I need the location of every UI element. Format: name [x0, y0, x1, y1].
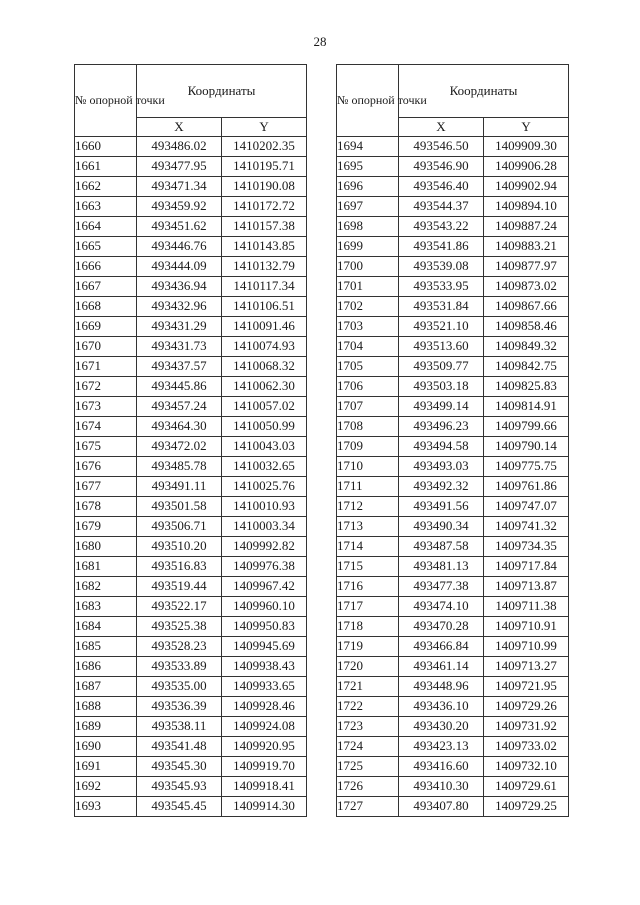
point-number-cell: 1678: [75, 497, 137, 517]
table-row: [337, 397, 569, 417]
table-body-right: [337, 137, 569, 817]
y-coordinate-cell: 1410202.35: [222, 137, 307, 157]
point-number-cell: 1717: [337, 597, 399, 617]
point-number-cell: 1669: [75, 317, 137, 337]
y-coordinate-cell: 1409729.61: [484, 777, 569, 797]
coordinates-header: Координаты: [137, 65, 307, 118]
point-number-cell: 1676: [75, 457, 137, 477]
table-row: [75, 697, 307, 717]
x-coordinate-cell: 493509.77: [399, 357, 484, 377]
y-coordinate-cell: 1410032.65: [222, 457, 307, 477]
y-coordinate-cell: 1409920.95: [222, 737, 307, 757]
point-number-cell: 1716: [337, 577, 399, 597]
table-row: [337, 437, 569, 457]
y-coordinate-cell: 1409729.25: [484, 797, 569, 817]
point-number-cell: 1707: [337, 397, 399, 417]
point-number-cell: 1705: [337, 357, 399, 377]
table-row: [337, 697, 569, 717]
x-coordinate-cell: 493436.10: [399, 697, 484, 717]
table-row: [75, 257, 307, 277]
y-coordinate-cell: 1409858.46: [484, 317, 569, 337]
x-coordinate-cell: 493546.50: [399, 137, 484, 157]
x-coordinate-cell: 493474.10: [399, 597, 484, 617]
y-coordinate-cell: 1409741.32: [484, 517, 569, 537]
table-row: [337, 677, 569, 697]
table-row: [75, 337, 307, 357]
point-number-cell: 1679: [75, 517, 137, 537]
point-number-cell: 1720: [337, 657, 399, 677]
table-row: [337, 477, 569, 497]
point-number-cell: 1695: [337, 157, 399, 177]
x-coordinate-cell: 493477.95: [137, 157, 222, 177]
table-row: [337, 777, 569, 797]
x-coordinate-cell: 493535.00: [137, 677, 222, 697]
y-coordinate-cell: 1409713.87: [484, 577, 569, 597]
x-coordinate-cell: 493506.71: [137, 517, 222, 537]
y-coordinate-cell: 1409775.75: [484, 457, 569, 477]
table-row: [75, 677, 307, 697]
y-coordinate-cell: 1409842.75: [484, 357, 569, 377]
x-column-header: X: [399, 118, 484, 137]
x-coordinate-cell: 493536.39: [137, 697, 222, 717]
point-number-cell: 1675: [75, 437, 137, 457]
table-row: [337, 317, 569, 337]
point-number-cell: 1668: [75, 297, 137, 317]
point-number-cell: 1689: [75, 717, 137, 737]
point-number-cell: 1725: [337, 757, 399, 777]
x-coordinate-cell: 493470.28: [399, 617, 484, 637]
y-coordinate-cell: 1410132.79: [222, 257, 307, 277]
y-coordinate-cell: 1409909.30: [484, 137, 569, 157]
point-number-cell: 1663: [75, 197, 137, 217]
table-row: [75, 517, 307, 537]
x-coordinate-cell: 493496.23: [399, 417, 484, 437]
y-coordinate-cell: 1410117.34: [222, 277, 307, 297]
y-coordinate-cell: 1409849.32: [484, 337, 569, 357]
table-row: [75, 657, 307, 677]
y-coordinate-cell: 1409721.95: [484, 677, 569, 697]
table-row: [75, 597, 307, 617]
x-coordinate-cell: 493491.56: [399, 497, 484, 517]
x-coordinate-cell: 493525.38: [137, 617, 222, 637]
y-column-header: Y: [484, 118, 569, 137]
table-row: [337, 757, 569, 777]
point-number-cell: 1673: [75, 397, 137, 417]
coordinates-header: Координаты: [399, 65, 569, 118]
x-coordinate-cell: 493471.34: [137, 177, 222, 197]
y-coordinate-cell: 1410074.93: [222, 337, 307, 357]
x-coordinate-cell: 493485.78: [137, 457, 222, 477]
x-coordinate-cell: 493464.30: [137, 417, 222, 437]
x-coordinate-cell: 493528.23: [137, 637, 222, 657]
y-coordinate-cell: 1410106.51: [222, 297, 307, 317]
y-coordinate-cell: 1409710.91: [484, 617, 569, 637]
point-number-cell: 1693: [75, 797, 137, 817]
table-row: [337, 737, 569, 757]
point-number-cell: 1719: [337, 637, 399, 657]
y-coordinate-cell: 1410025.76: [222, 477, 307, 497]
x-coordinate-cell: 493407.80: [399, 797, 484, 817]
point-number-cell: 1726: [337, 777, 399, 797]
y-coordinate-cell: 1409894.10: [484, 197, 569, 217]
x-coordinate-cell: 493431.29: [137, 317, 222, 337]
x-coordinate-cell: 493486.02: [137, 137, 222, 157]
y-coordinate-cell: 1409976.38: [222, 557, 307, 577]
table-row: [75, 497, 307, 517]
table-row: [75, 557, 307, 577]
y-coordinate-cell: 1410057.02: [222, 397, 307, 417]
y-coordinate-cell: 1409799.66: [484, 417, 569, 437]
x-coordinate-cell: 493472.02: [137, 437, 222, 457]
table-row: [337, 237, 569, 257]
table-row: [337, 217, 569, 237]
y-coordinate-cell: 1409729.26: [484, 697, 569, 717]
x-coordinate-cell: 493519.44: [137, 577, 222, 597]
point-number-cell: 1706: [337, 377, 399, 397]
y-coordinate-cell: 1409906.28: [484, 157, 569, 177]
table-row: [75, 377, 307, 397]
y-coordinate-cell: 1410091.46: [222, 317, 307, 337]
y-coordinate-cell: 1409790.14: [484, 437, 569, 457]
point-number-cell: 1709: [337, 437, 399, 457]
y-coordinate-cell: 1410050.99: [222, 417, 307, 437]
y-coordinate-cell: 1410157.38: [222, 217, 307, 237]
y-coordinate-cell: 1409877.97: [484, 257, 569, 277]
point-number-cell: 1682: [75, 577, 137, 597]
coordinates-table-right: [336, 64, 569, 817]
x-coordinate-cell: 493533.95: [399, 277, 484, 297]
point-number-cell: 1664: [75, 217, 137, 237]
point-number-cell: 1666: [75, 257, 137, 277]
point-number-cell: 1700: [337, 257, 399, 277]
point-number-header: № опорной точки: [337, 65, 399, 137]
point-number-cell: 1692: [75, 777, 137, 797]
table-row: [337, 157, 569, 177]
x-coordinate-cell: 493545.93: [137, 777, 222, 797]
y-coordinate-cell: 1409747.07: [484, 497, 569, 517]
y-coordinate-cell: 1409873.02: [484, 277, 569, 297]
point-number-cell: 1662: [75, 177, 137, 197]
x-coordinate-cell: 493510.20: [137, 537, 222, 557]
y-coordinate-cell: 1409967.42: [222, 577, 307, 597]
x-coordinate-cell: 493477.38: [399, 577, 484, 597]
y-column-header: Y: [222, 118, 307, 137]
table-row: [75, 797, 307, 817]
table-row: [75, 457, 307, 477]
y-coordinate-cell: 1409733.02: [484, 737, 569, 757]
x-coordinate-cell: 493541.48: [137, 737, 222, 757]
x-coordinate-cell: 493466.84: [399, 637, 484, 657]
table-row: [75, 477, 307, 497]
x-coordinate-cell: 493503.18: [399, 377, 484, 397]
table-row: [75, 297, 307, 317]
point-number-cell: 1677: [75, 477, 137, 497]
point-number-cell: 1665: [75, 237, 137, 257]
table-row: [337, 357, 569, 377]
x-coordinate-cell: 493431.73: [137, 337, 222, 357]
table-row: [337, 277, 569, 297]
point-number-header: № опорной точки: [75, 65, 137, 137]
x-coordinate-cell: 493543.22: [399, 217, 484, 237]
x-coordinate-cell: 493448.96: [399, 677, 484, 697]
x-coordinate-cell: 493490.34: [399, 517, 484, 537]
point-number-cell: 1711: [337, 477, 399, 497]
x-coordinate-cell: 493437.57: [137, 357, 222, 377]
point-number-cell: 1681: [75, 557, 137, 577]
x-column-header: X: [137, 118, 222, 137]
y-coordinate-cell: 1410043.03: [222, 437, 307, 457]
point-number-cell: 1687: [75, 677, 137, 697]
point-number-cell: 1697: [337, 197, 399, 217]
table-row: [75, 357, 307, 377]
point-number-cell: 1708: [337, 417, 399, 437]
y-coordinate-cell: 1409918.41: [222, 777, 307, 797]
x-coordinate-cell: 493492.32: [399, 477, 484, 497]
table-row: [337, 597, 569, 617]
y-coordinate-cell: 1409919.70: [222, 757, 307, 777]
table-row: [75, 397, 307, 417]
x-coordinate-cell: 493416.60: [399, 757, 484, 777]
y-coordinate-cell: 1409713.27: [484, 657, 569, 677]
point-number-cell: 1674: [75, 417, 137, 437]
y-coordinate-cell: 1409938.43: [222, 657, 307, 677]
point-number-cell: 1670: [75, 337, 137, 357]
y-coordinate-cell: 1410143.85: [222, 237, 307, 257]
y-coordinate-cell: 1409992.82: [222, 537, 307, 557]
table-row: [337, 377, 569, 397]
table-row: [75, 717, 307, 737]
y-coordinate-cell: 1409710.99: [484, 637, 569, 657]
table-row: [75, 317, 307, 337]
y-coordinate-cell: 1409711.38: [484, 597, 569, 617]
table-row: [75, 197, 307, 217]
table-row: [75, 637, 307, 657]
y-coordinate-cell: 1409731.92: [484, 717, 569, 737]
point-number-cell: 1680: [75, 537, 137, 557]
x-coordinate-cell: 493444.09: [137, 257, 222, 277]
table-row: [75, 177, 307, 197]
table-row: [75, 617, 307, 637]
y-coordinate-cell: 1409734.35: [484, 537, 569, 557]
x-coordinate-cell: 493546.40: [399, 177, 484, 197]
x-coordinate-cell: 493423.13: [399, 737, 484, 757]
table-row: [75, 777, 307, 797]
y-coordinate-cell: 1409887.24: [484, 217, 569, 237]
x-coordinate-cell: 493481.13: [399, 557, 484, 577]
table-row: [75, 417, 307, 437]
y-coordinate-cell: 1409924.08: [222, 717, 307, 737]
point-number-cell: 1722: [337, 697, 399, 717]
y-coordinate-cell: 1409928.46: [222, 697, 307, 717]
x-coordinate-cell: 493445.86: [137, 377, 222, 397]
y-coordinate-cell: 1410195.71: [222, 157, 307, 177]
table-row: [75, 137, 307, 157]
x-coordinate-cell: 493493.03: [399, 457, 484, 477]
y-coordinate-cell: 1410010.93: [222, 497, 307, 517]
point-number-cell: 1683: [75, 597, 137, 617]
point-number-cell: 1724: [337, 737, 399, 757]
table-body-left: [75, 137, 307, 817]
x-coordinate-cell: 493521.10: [399, 317, 484, 337]
point-number-cell: 1686: [75, 657, 137, 677]
point-number-cell: 1699: [337, 237, 399, 257]
point-number-cell: 1702: [337, 297, 399, 317]
coordinates-table-left: [74, 64, 307, 817]
x-coordinate-cell: 493461.14: [399, 657, 484, 677]
x-coordinate-cell: 493522.17: [137, 597, 222, 617]
point-number-cell: 1704: [337, 337, 399, 357]
y-coordinate-cell: 1409960.10: [222, 597, 307, 617]
table-row: [337, 337, 569, 357]
point-number-cell: 1667: [75, 277, 137, 297]
x-coordinate-cell: 493531.84: [399, 297, 484, 317]
point-number-cell: 1672: [75, 377, 137, 397]
table-row: [337, 717, 569, 737]
x-coordinate-cell: 493541.86: [399, 237, 484, 257]
point-number-cell: 1691: [75, 757, 137, 777]
point-number-cell: 1694: [337, 137, 399, 157]
table-row: [337, 637, 569, 657]
x-coordinate-cell: 493446.76: [137, 237, 222, 257]
x-coordinate-cell: 493487.58: [399, 537, 484, 557]
table-row: [337, 557, 569, 577]
point-number-cell: 1684: [75, 617, 137, 637]
x-coordinate-cell: 493410.30: [399, 777, 484, 797]
table-row: [75, 537, 307, 557]
point-number-cell: 1727: [337, 797, 399, 817]
x-coordinate-cell: 493513.60: [399, 337, 484, 357]
point-number-cell: 1715: [337, 557, 399, 577]
x-coordinate-cell: 493499.14: [399, 397, 484, 417]
point-number-cell: 1713: [337, 517, 399, 537]
table-row: [75, 757, 307, 777]
y-coordinate-cell: 1409933.65: [222, 677, 307, 697]
table-row: [337, 497, 569, 517]
table-row: [337, 537, 569, 557]
y-coordinate-cell: 1410190.08: [222, 177, 307, 197]
x-coordinate-cell: 493545.45: [137, 797, 222, 817]
table-row: [337, 137, 569, 157]
table-row: [337, 617, 569, 637]
table-row: [337, 297, 569, 317]
x-coordinate-cell: 493459.92: [137, 197, 222, 217]
x-coordinate-cell: 493546.90: [399, 157, 484, 177]
y-coordinate-cell: 1409825.83: [484, 377, 569, 397]
y-coordinate-cell: 1409867.66: [484, 297, 569, 317]
point-number-cell: 1671: [75, 357, 137, 377]
x-coordinate-cell: 493544.37: [399, 197, 484, 217]
table-row: [75, 237, 307, 257]
table-row: [337, 197, 569, 217]
table-row: [337, 417, 569, 437]
point-number-cell: 1721: [337, 677, 399, 697]
y-coordinate-cell: 1409902.94: [484, 177, 569, 197]
point-number-cell: 1718: [337, 617, 399, 637]
point-number-cell: 1714: [337, 537, 399, 557]
point-number-cell: 1688: [75, 697, 137, 717]
y-coordinate-cell: 1409732.10: [484, 757, 569, 777]
x-coordinate-cell: 493430.20: [399, 717, 484, 737]
y-coordinate-cell: 1410062.30: [222, 377, 307, 397]
point-number-cell: 1710: [337, 457, 399, 477]
x-coordinate-cell: 493545.30: [137, 757, 222, 777]
y-coordinate-cell: 1410068.32: [222, 357, 307, 377]
table-row: [75, 157, 307, 177]
table-row: [75, 217, 307, 237]
y-coordinate-cell: 1409914.30: [222, 797, 307, 817]
point-number-cell: 1690: [75, 737, 137, 757]
table-row: [75, 437, 307, 457]
x-coordinate-cell: 493539.08: [399, 257, 484, 277]
table-row: [337, 577, 569, 597]
point-number-cell: 1712: [337, 497, 399, 517]
point-number-cell: 1696: [337, 177, 399, 197]
point-number-cell: 1701: [337, 277, 399, 297]
y-coordinate-cell: 1410003.34: [222, 517, 307, 537]
table-row: [337, 657, 569, 677]
point-number-cell: 1703: [337, 317, 399, 337]
point-number-cell: 1685: [75, 637, 137, 657]
point-number-cell: 1723: [337, 717, 399, 737]
table-row: [75, 577, 307, 597]
y-coordinate-cell: 1409950.83: [222, 617, 307, 637]
point-number-cell: 1660: [75, 137, 137, 157]
table-row: [337, 457, 569, 477]
table-row: [337, 177, 569, 197]
y-coordinate-cell: 1409717.84: [484, 557, 569, 577]
x-coordinate-cell: 493516.83: [137, 557, 222, 577]
y-coordinate-cell: 1409883.21: [484, 237, 569, 257]
table-row: [337, 797, 569, 817]
x-coordinate-cell: 493457.24: [137, 397, 222, 417]
x-coordinate-cell: 493451.62: [137, 217, 222, 237]
y-coordinate-cell: 1409814.91: [484, 397, 569, 417]
x-coordinate-cell: 493432.96: [137, 297, 222, 317]
x-coordinate-cell: 493494.58: [399, 437, 484, 457]
point-number-cell: 1661: [75, 157, 137, 177]
x-coordinate-cell: 493501.58: [137, 497, 222, 517]
x-coordinate-cell: 493533.89: [137, 657, 222, 677]
table-row: [337, 257, 569, 277]
y-coordinate-cell: 1409945.69: [222, 637, 307, 657]
page-number: 28: [313, 34, 327, 49]
table-row: [75, 277, 307, 297]
table-row: [337, 517, 569, 537]
point-number-cell: 1698: [337, 217, 399, 237]
x-coordinate-cell: 493538.11: [137, 717, 222, 737]
x-coordinate-cell: 493436.94: [137, 277, 222, 297]
y-coordinate-cell: 1410172.72: [222, 197, 307, 217]
x-coordinate-cell: 493491.11: [137, 477, 222, 497]
y-coordinate-cell: 1409761.86: [484, 477, 569, 497]
table-row: [75, 737, 307, 757]
